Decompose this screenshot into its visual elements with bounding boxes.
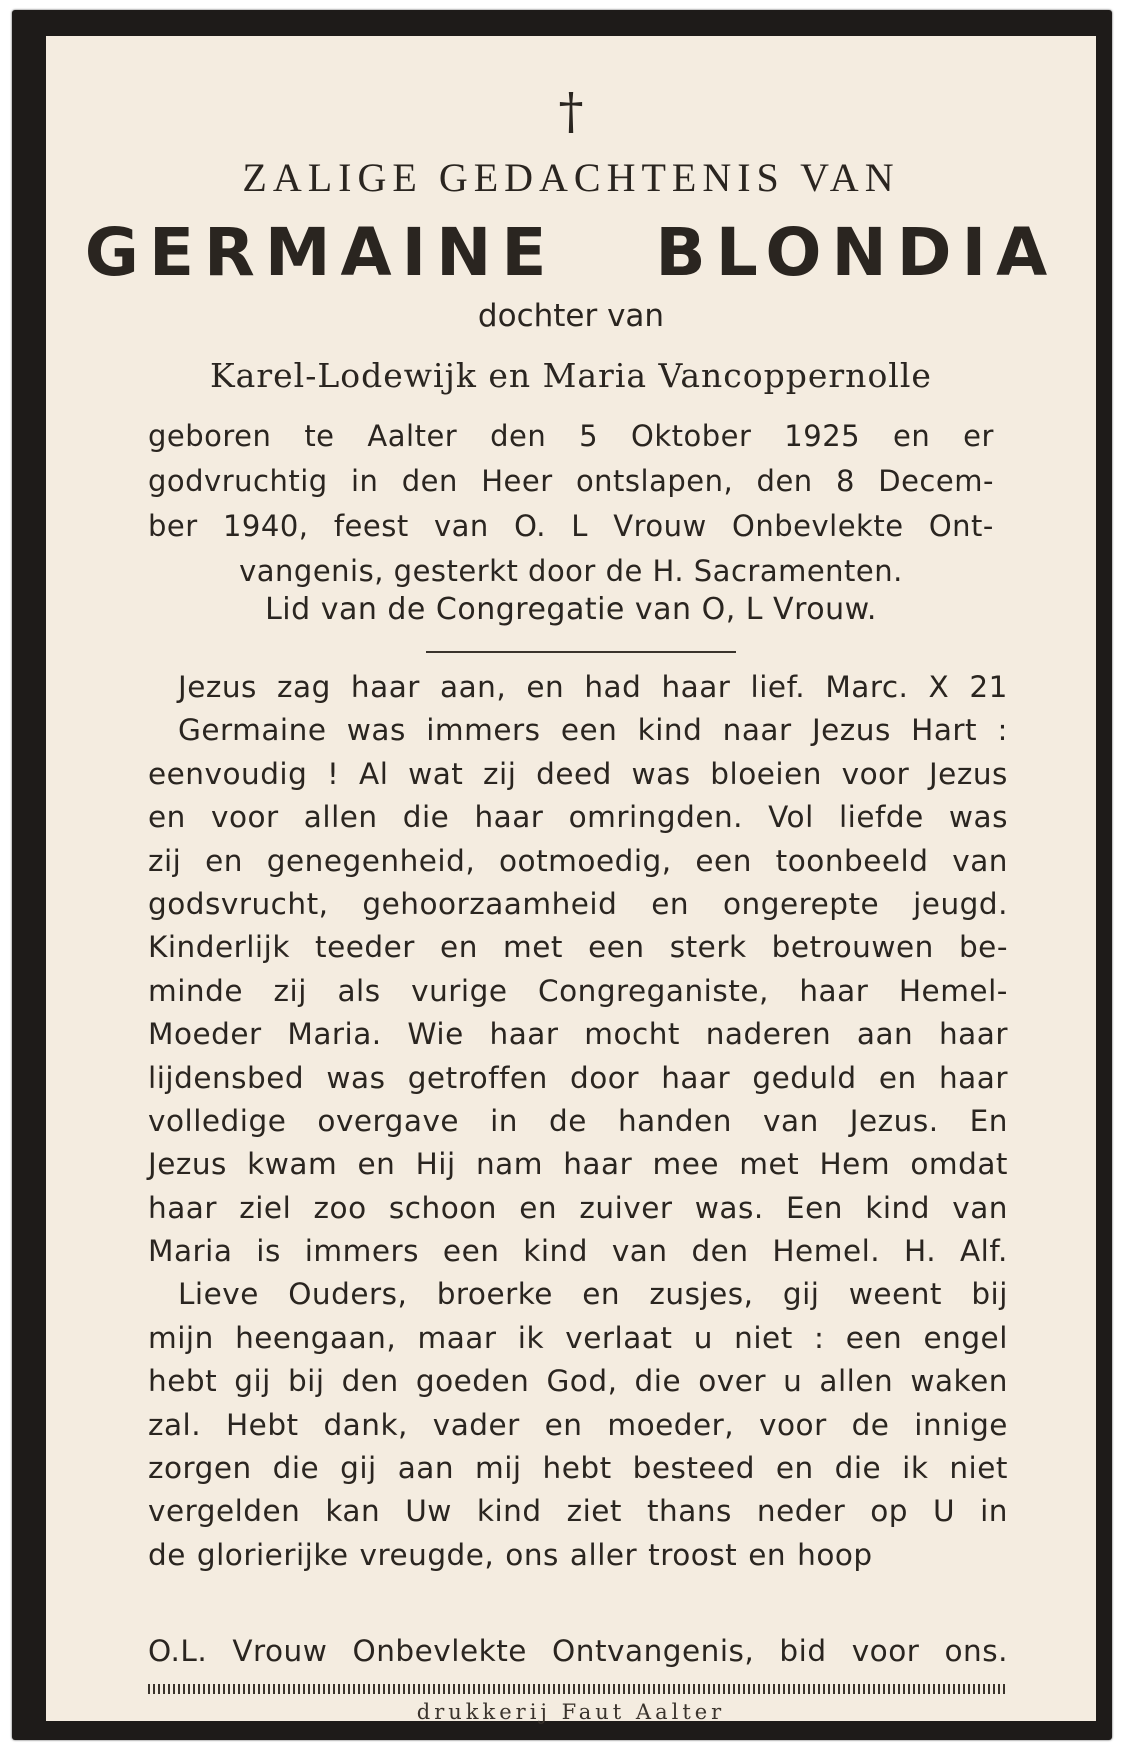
memorial-text-line: haar ziel zoo schoon en zuiver was. Een kind van <box>148 1190 1008 1225</box>
memorial-text-line: godsvrucht, gehoorzaamheid en ongerepte jeugd. <box>148 886 1008 921</box>
memorial-text-line: mijn heengaan, maar ik verlaat u niet : een engel <box>148 1320 1008 1355</box>
prayer-line: O.L. Vrouw Onbevlekte Ontvangenis, bid voor ons. <box>148 1634 1008 1668</box>
memorial-text-line: Kinderlijk teeder en met een sterk betrouwen be- <box>148 930 1008 965</box>
memorial-text-line: minde zij als vurige Congreganiste, haar Hemel- <box>148 973 1008 1008</box>
bio-line: vangenis, gesterkt door de H. Sacramenten. <box>239 554 903 588</box>
memorial-text-line: en voor allen die haar omringden. Vol liefde was <box>148 800 1008 835</box>
memorial-text-line: hebt gij bij den goeden God, die over u allen waken <box>148 1364 1008 1399</box>
cross-icon: † <box>558 82 584 140</box>
congregation-membership: Lid van de Congregatie van O, L Vrouw. <box>265 592 877 627</box>
parents-names: Karel-Lodewijk en Maria Vancoppernolle <box>210 356 932 395</box>
divider <box>426 651 736 653</box>
memorial-text-line: eenvoudig ! Al wat zij deed was bloeien voor Jezus <box>148 756 1008 791</box>
bio-line: godvruchtig in den Heer ontslapen, den 8 Decem- <box>148 464 994 498</box>
deceased-name: GERMAINE BLONDIA <box>84 214 1058 291</box>
card-heading: ZALIGE GEDACHTENIS VAN <box>242 155 900 200</box>
memorial-text-line: zij en genegenheid, ootmoedig, een toonbeeld van <box>148 843 1008 878</box>
memorial-text-line: zal. Hebt dank, vader en moeder, voor de innige <box>148 1407 1008 1442</box>
bio-line: geboren te Aalter den 5 Oktober 1925 en er <box>148 419 994 453</box>
memorial-text-line: de glorierijke vreugde, ons aller troost en hoop <box>148 1537 873 1572</box>
memorial-text-line: vergelden kan Uw kind ziet thans neder op U in <box>148 1494 1008 1529</box>
memorial-card <box>12 10 1112 1740</box>
ornamental-rule <box>148 1684 1008 1694</box>
memorial-text-line: Germaine was immers een kind naar Jezus Hart : <box>178 713 1008 748</box>
card-paper <box>46 36 1096 1724</box>
biography <box>148 414 994 594</box>
daughter-of-label: dochter van <box>477 298 665 334</box>
memorial-text-line: Jezus zag haar aan, en had haar lief. Marc. X 21 <box>178 670 1008 704</box>
closing-prayer <box>148 1634 1008 1668</box>
memorial-text-line: volledige overgave in de handen van Jezus. En <box>148 1103 1008 1138</box>
memorial-text-line: Maria is immers een kind van den Hemel. H. Alf. <box>148 1234 1008 1269</box>
printer-credit: drukkerij Faut Aalter <box>416 1700 726 1724</box>
memorial-text <box>148 666 1008 1577</box>
memorial-text-line: lijdensbed was getroffen door haar geduld en haar <box>148 1060 1008 1095</box>
memorial-text-line: Moeder Maria. Wie haar mocht naderen aan haar <box>148 1017 1008 1052</box>
memorial-text-line: zorgen die gij aan mij hebt besteed en die ik niet <box>148 1451 1008 1486</box>
memorial-text-line: Lieve Ouders, broerke en zusjes, gij weent bij <box>178 1277 1008 1312</box>
memorial-text-line: Jezus kwam en Hij nam haar mee met Hem omdat <box>148 1147 1008 1182</box>
bio-line: ber 1940, feest van O. L Vrouw Onbevlekte Ont- <box>148 509 994 543</box>
